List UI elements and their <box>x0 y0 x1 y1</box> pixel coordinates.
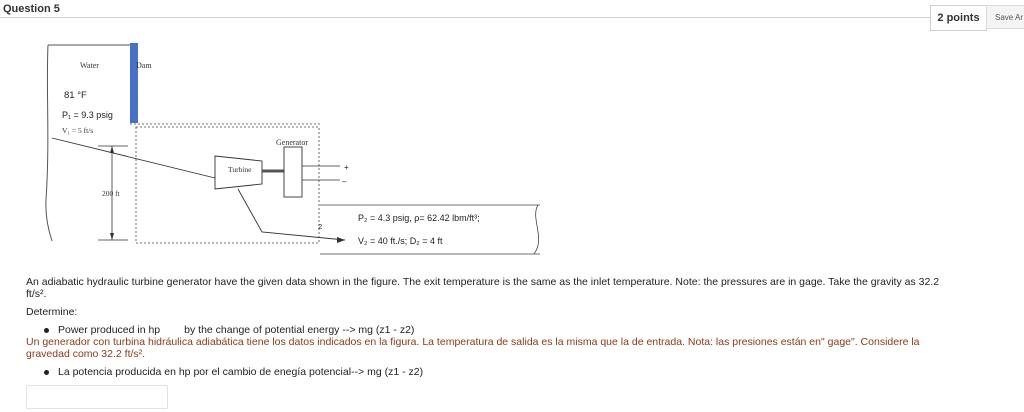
bullet1-part-a: Power produced in hp <box>58 324 161 336</box>
question-title: Question 5 <box>3 3 60 15</box>
point2-label: 2 <box>318 222 323 231</box>
answer-input[interactable] <box>26 385 168 409</box>
minus-label: – <box>342 177 347 186</box>
statement-line2: ft/s². <box>26 288 47 300</box>
exit-velocity-label: V₂ = 40 ft./s; D₂ = 4 ft <box>358 236 443 246</box>
penstock-line <box>52 138 215 178</box>
spanish-line1: Un generador con turbina hidráulica adiabática tiene los datos indicados en la figura. La temperatura de salida es la misma que la de entrada. Nota: las presiones están en" gage". Considere la <box>26 336 920 348</box>
save-answer-button[interactable]: Save Ar <box>986 5 1024 29</box>
generator-label: Generator <box>276 138 308 147</box>
bullet-power-spanish <box>44 366 423 378</box>
reservoir-outline <box>46 45 130 241</box>
bullet-dot <box>44 370 49 375</box>
water-label: Water <box>80 61 99 70</box>
temperature-label: 81 °F <box>64 90 87 101</box>
generator-shape <box>284 147 302 197</box>
determine-label: Determine: <box>26 306 78 318</box>
exit-pressure-label: P₂ = 4.3 psig, ρ= 62.42 lbm/ft³; <box>358 213 480 223</box>
plus-label: + <box>344 163 349 172</box>
points-badge: 2 points <box>930 5 987 31</box>
bullet2-text: La potencia producida en hp por el cambio de enegía potencial--> mg (z1 - z2) <box>58 366 424 378</box>
p1-label: P₁ = 9.3 psig <box>62 110 113 120</box>
bullet-power-english <box>44 324 414 336</box>
v1-label: V₁ = 5 ft/s <box>62 126 94 135</box>
bullet-dot <box>44 328 49 333</box>
height-label: 200 ft <box>102 189 120 198</box>
statement-line1: An adiabatic hydraulic turbine generator have the given data shown in the figure. The exit temperature is the same as the inlet temperature. Note: the pressures are in gage. Take the gravity as 32.2 <box>26 276 940 288</box>
dam-wall <box>130 43 138 123</box>
spanish-line2: gravedad como 32.2 ft/s². <box>26 348 146 360</box>
dam-label: Dam <box>136 61 152 70</box>
turbine-label: Turbine <box>228 165 252 174</box>
bullet1-part-b: by the change of potential energy --> mg (z1 - z2) <box>184 324 415 336</box>
